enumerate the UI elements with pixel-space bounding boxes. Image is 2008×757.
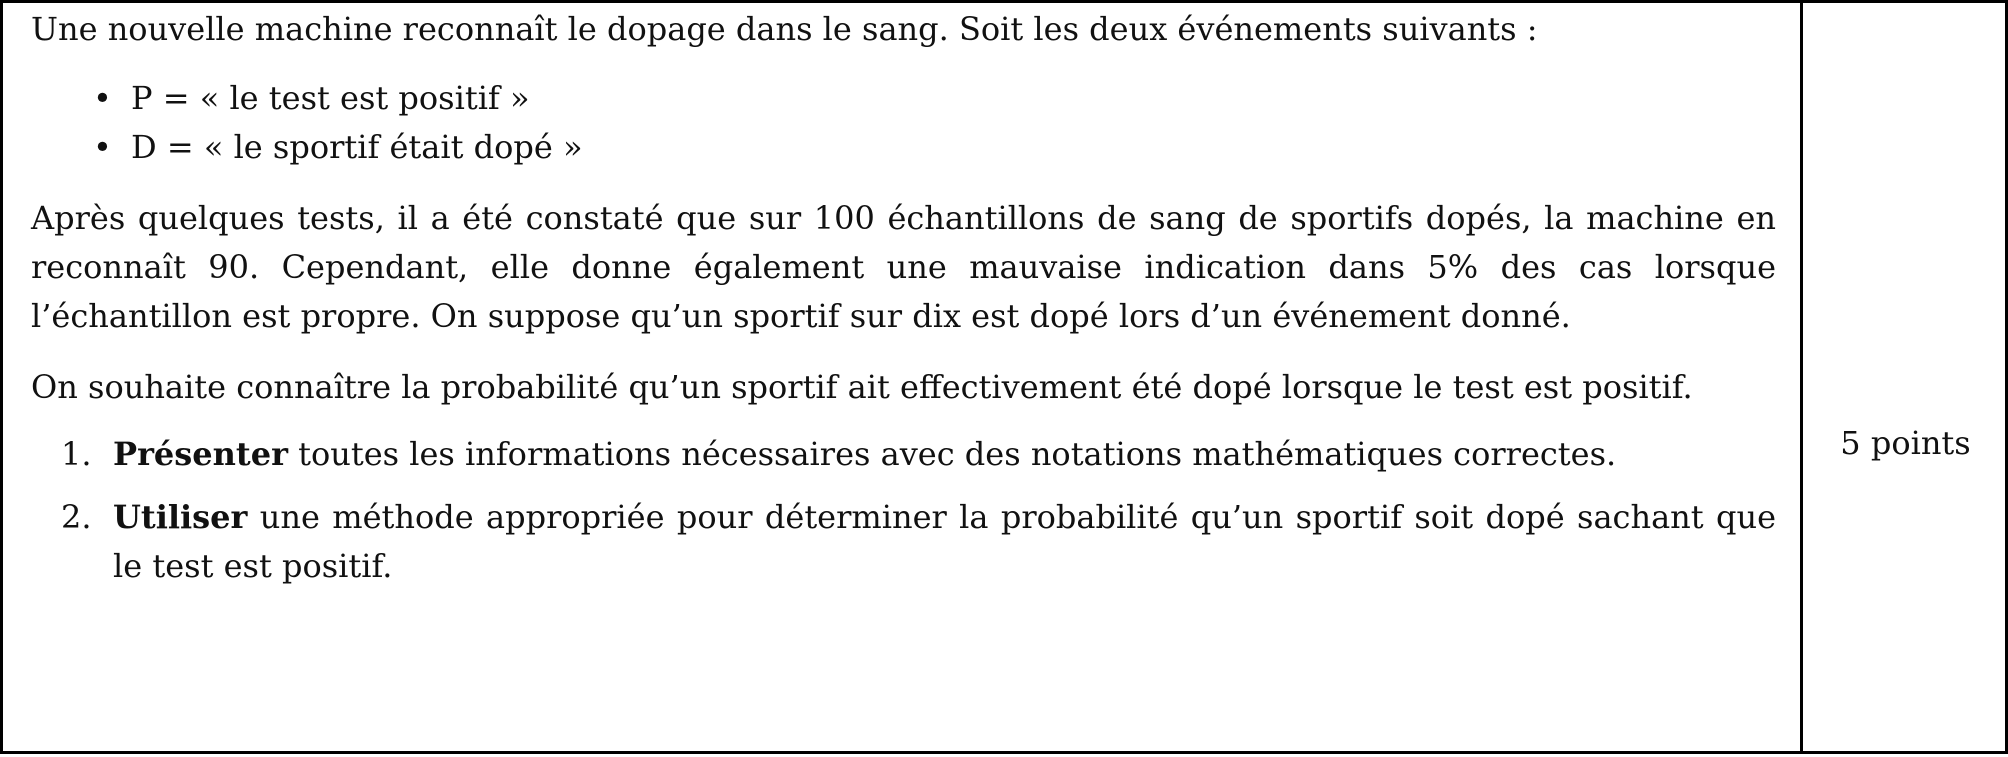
points-cell xyxy=(1803,3,2008,757)
task-verb: Présenter xyxy=(113,435,288,473)
intro-text: Une nouvelle machine reconnaît le dopage dans le sang. Soit les deux événements suivants : xyxy=(31,10,1538,48)
tasks-list xyxy=(31,430,1776,591)
event-text: P = « le test est positif » xyxy=(131,79,530,117)
task-item xyxy=(31,430,1776,479)
event-item xyxy=(31,74,1776,123)
exercise-content xyxy=(31,3,1776,605)
task-number: 2. xyxy=(61,498,92,536)
task-text: toutes les informations nécessaires avec des notations mathématiques correctes. xyxy=(287,435,1617,473)
task-item xyxy=(31,493,1776,591)
event-text: D = « le sportif était dopé » xyxy=(131,128,583,166)
bullet-icon: • xyxy=(93,128,112,166)
task-number: 1. xyxy=(61,435,92,473)
question-paragraph: On souhaite connaître la probabilité qu’un sportif ait effectivement été dopé lorsque le test est positif. xyxy=(31,368,1693,406)
points-label: 5 points xyxy=(1840,423,1971,462)
bullet-icon: • xyxy=(93,79,112,117)
events-list xyxy=(31,74,1776,172)
event-item xyxy=(31,123,1776,172)
task-text: une méthode appropriée pour déterminer la probabilité qu’un sportif soit dopé sachant que le test est positif. xyxy=(113,498,1776,585)
context-paragraph: Après quelques tests, il a été constaté que sur 100 échantillons de sang de sportifs dopés, la machine en reconnaît 90. Cependant, elle donne également une mauvaise indication dans 5% des cas lorsque l’échantillon est propre. On suppose qu’un sportif sur dix est dopé lors d’un événement donné. xyxy=(31,199,1776,335)
task-verb: Utiliser xyxy=(113,498,248,536)
